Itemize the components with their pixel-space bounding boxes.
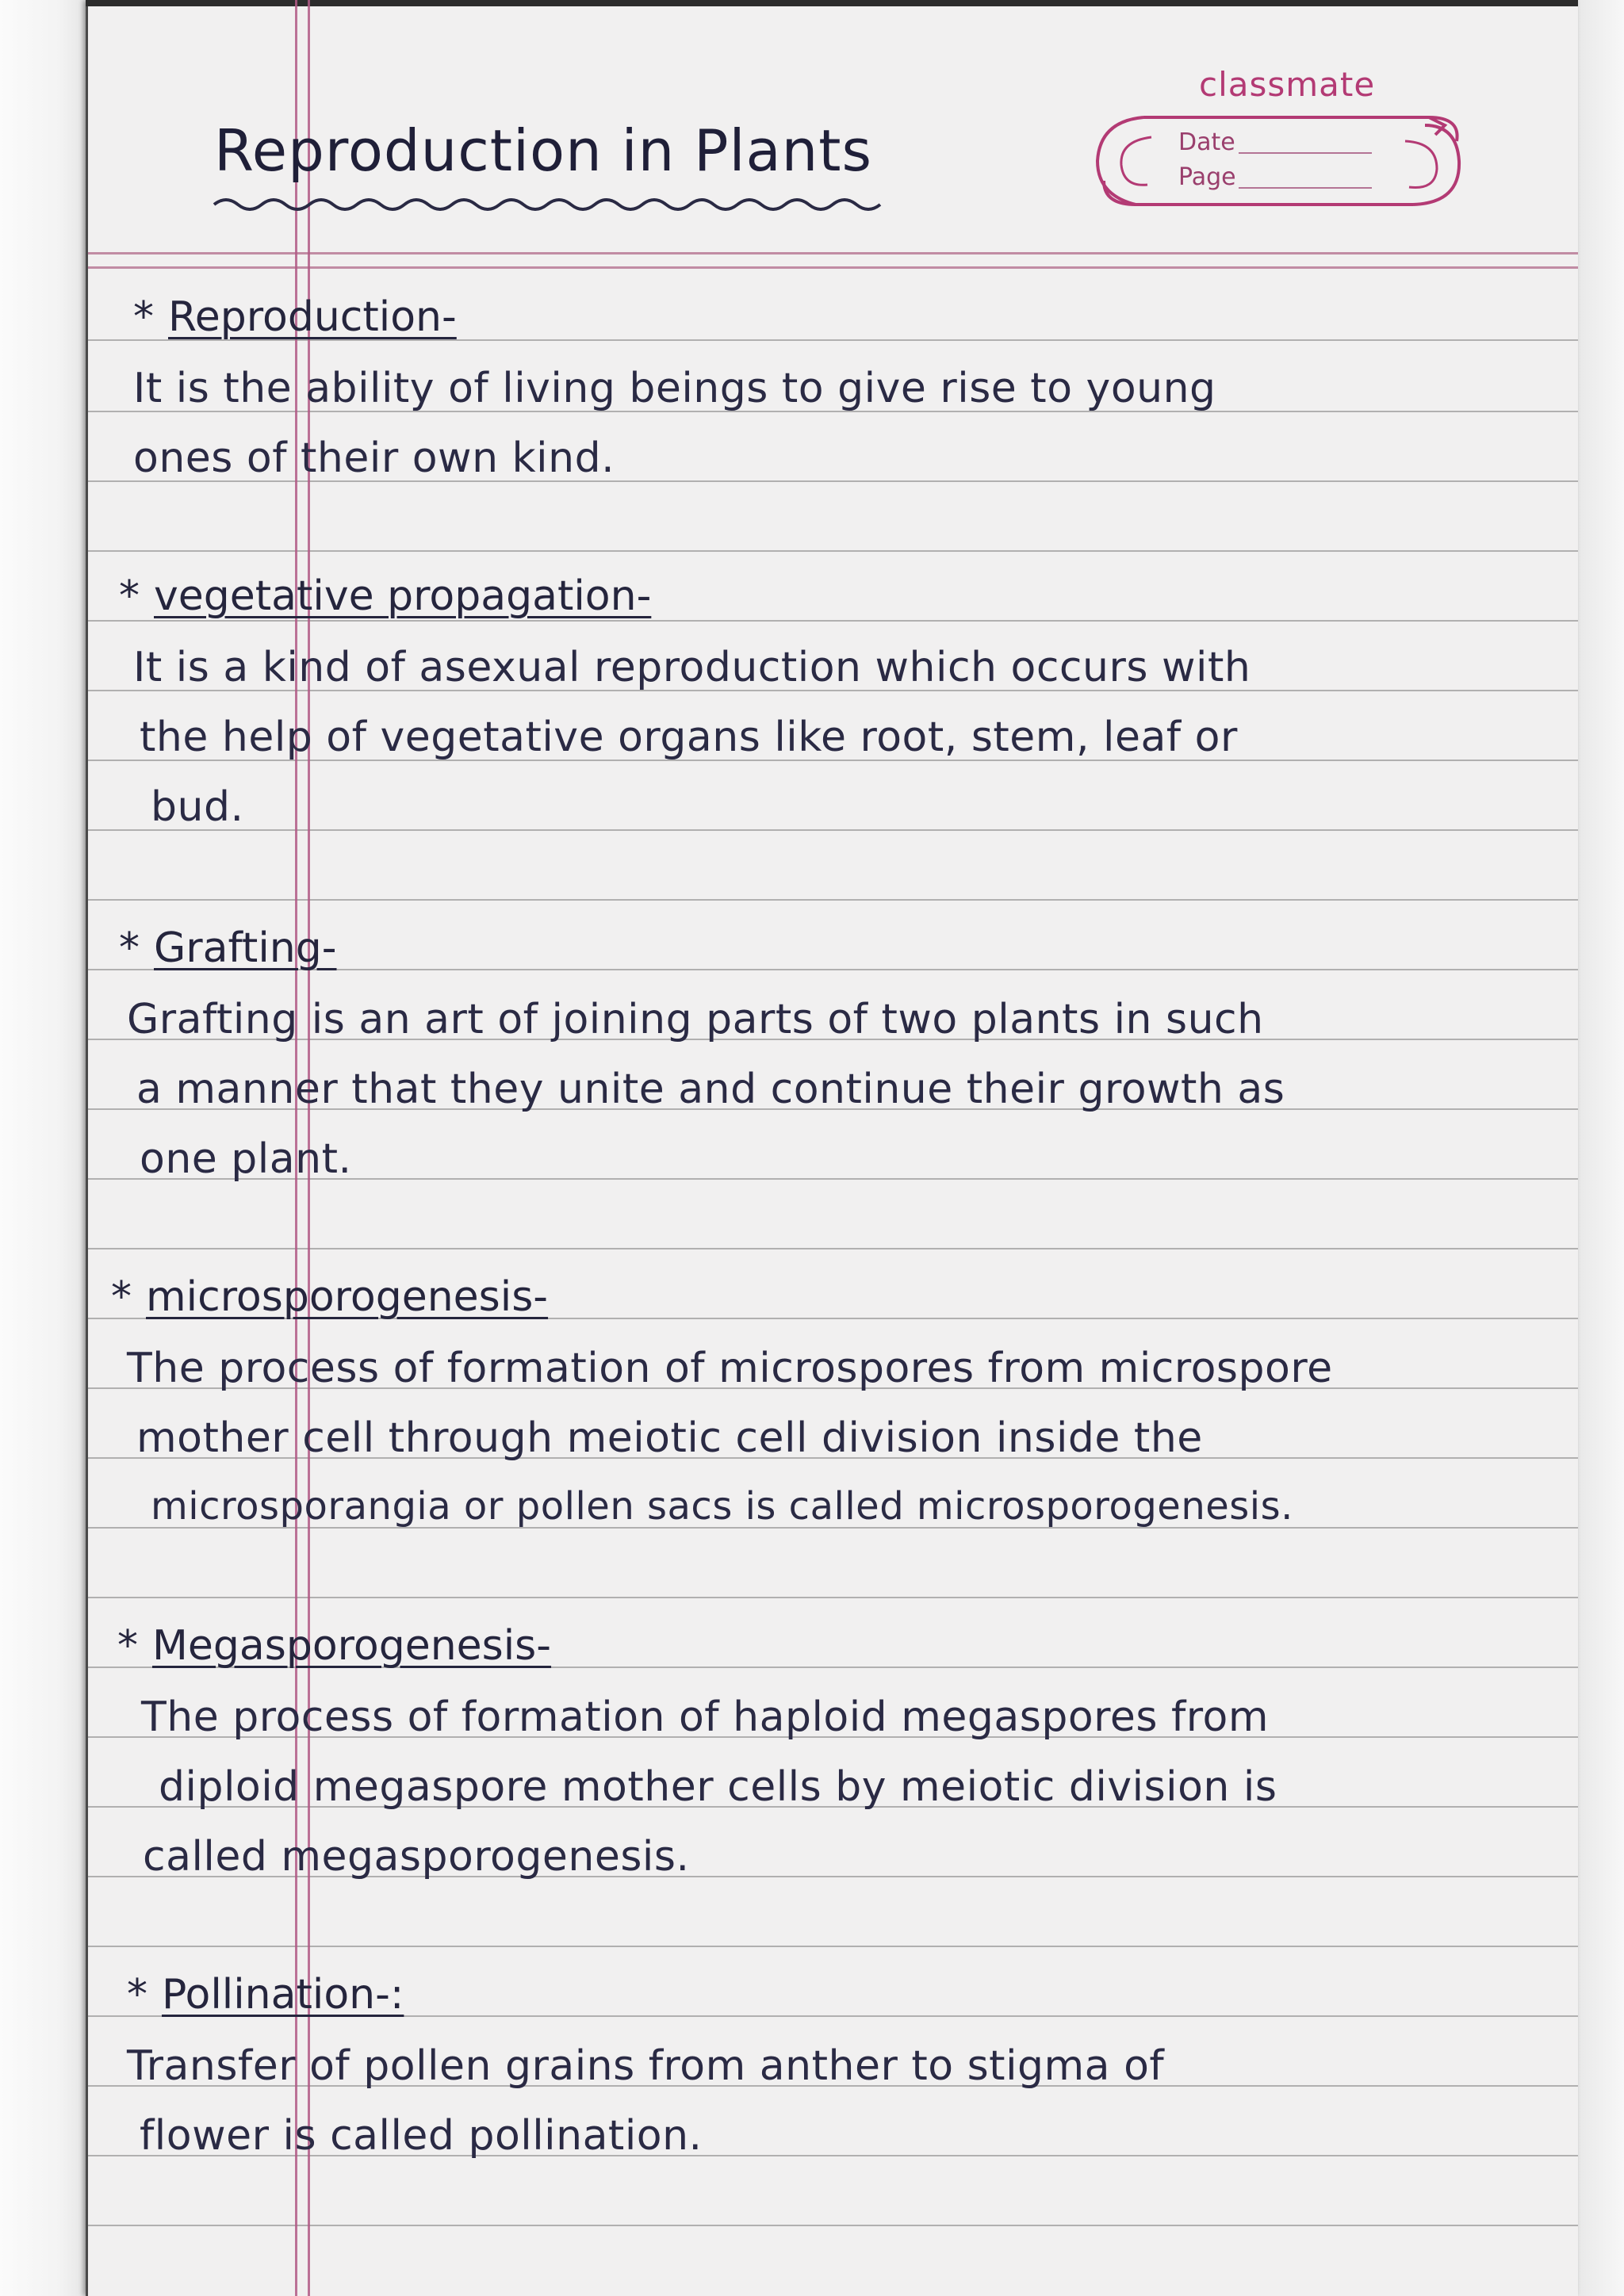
heading-text: Grafting- bbox=[154, 924, 337, 972]
page-label: Page bbox=[1178, 163, 1236, 191]
header-rule bbox=[88, 266, 1578, 269]
section-heading bbox=[117, 1622, 551, 1670]
ruled-line bbox=[88, 1248, 1578, 1249]
heading-text: Reproduction- bbox=[168, 293, 457, 341]
text-line: The process of formation of haploid megaspores from bbox=[141, 1693, 1270, 1741]
ruled-line bbox=[88, 1946, 1578, 1947]
text-line: called megasporogenesis. bbox=[143, 1833, 690, 1881]
text-line: The process of formation of microspores from microspore bbox=[127, 1345, 1333, 1392]
heading-text: Megasporogenesis- bbox=[152, 1622, 552, 1670]
heading-text: microsporogenesis- bbox=[146, 1273, 549, 1321]
date-field-line[interactable] bbox=[1239, 152, 1372, 154]
text-line: flower is called pollination. bbox=[140, 2112, 703, 2160]
text-line: It is a kind of asexual reproduction which occurs with bbox=[133, 644, 1251, 691]
text-line: Grafting is an art of joining parts of two plants in such bbox=[127, 996, 1264, 1043]
section-heading bbox=[133, 293, 457, 341]
ruled-line bbox=[88, 2225, 1578, 2226]
asterisk-bullet-icon: * bbox=[133, 293, 154, 341]
asterisk-bullet-icon: * bbox=[111, 1273, 132, 1321]
text-line: a manner that they unite and continue their growth as bbox=[136, 1066, 1285, 1113]
text-line: It is the ability of living beings to give rise to young bbox=[133, 365, 1216, 412]
title-wavy-underline bbox=[210, 193, 892, 216]
text-line: the help of vegetative organs like root, stem, leaf or bbox=[140, 714, 1238, 761]
ruled-line bbox=[88, 1597, 1578, 1598]
ruled-line bbox=[88, 829, 1578, 831]
brand-scroll-frame bbox=[1088, 94, 1469, 228]
ruled-line bbox=[88, 620, 1578, 622]
text-line: bud. bbox=[151, 783, 244, 831]
asterisk-bullet-icon: * bbox=[119, 924, 140, 972]
text-line: one plant. bbox=[140, 1135, 352, 1183]
text-line: Transfer of pollen grains from anther to stigma of bbox=[127, 2042, 1165, 2090]
section-heading bbox=[111, 1273, 548, 1321]
asterisk-bullet-icon: * bbox=[127, 1971, 147, 2019]
section-heading bbox=[127, 1971, 404, 2019]
asterisk-bullet-icon: * bbox=[117, 1622, 138, 1670]
text-line: diploid megaspore mother cells by meiotic division is bbox=[159, 1763, 1277, 1811]
heading-text: Pollination-: bbox=[162, 1971, 404, 2019]
heading-text: vegetative propagation- bbox=[154, 572, 652, 620]
text-line: microsporangia or pollen sacs is called microsporogenesis. bbox=[151, 1484, 1293, 1529]
text-line: ones of their own kind. bbox=[133, 434, 615, 482]
page-title: Reproduction in Plants bbox=[214, 117, 873, 184]
scan-background-right bbox=[1578, 0, 1624, 2296]
section-heading bbox=[119, 924, 337, 972]
brand-logo: classmate bbox=[1199, 65, 1376, 104]
scan-background-left bbox=[0, 0, 86, 2296]
ruled-line bbox=[88, 899, 1578, 901]
text-line: mother cell through meiotic cell division inside the bbox=[136, 1414, 1203, 1462]
date-label: Date bbox=[1178, 128, 1235, 156]
section-heading bbox=[119, 572, 651, 620]
asterisk-bullet-icon: * bbox=[119, 572, 140, 620]
ruled-line bbox=[88, 550, 1578, 552]
header-rule bbox=[88, 252, 1578, 254]
page-field-line[interactable] bbox=[1239, 187, 1372, 189]
